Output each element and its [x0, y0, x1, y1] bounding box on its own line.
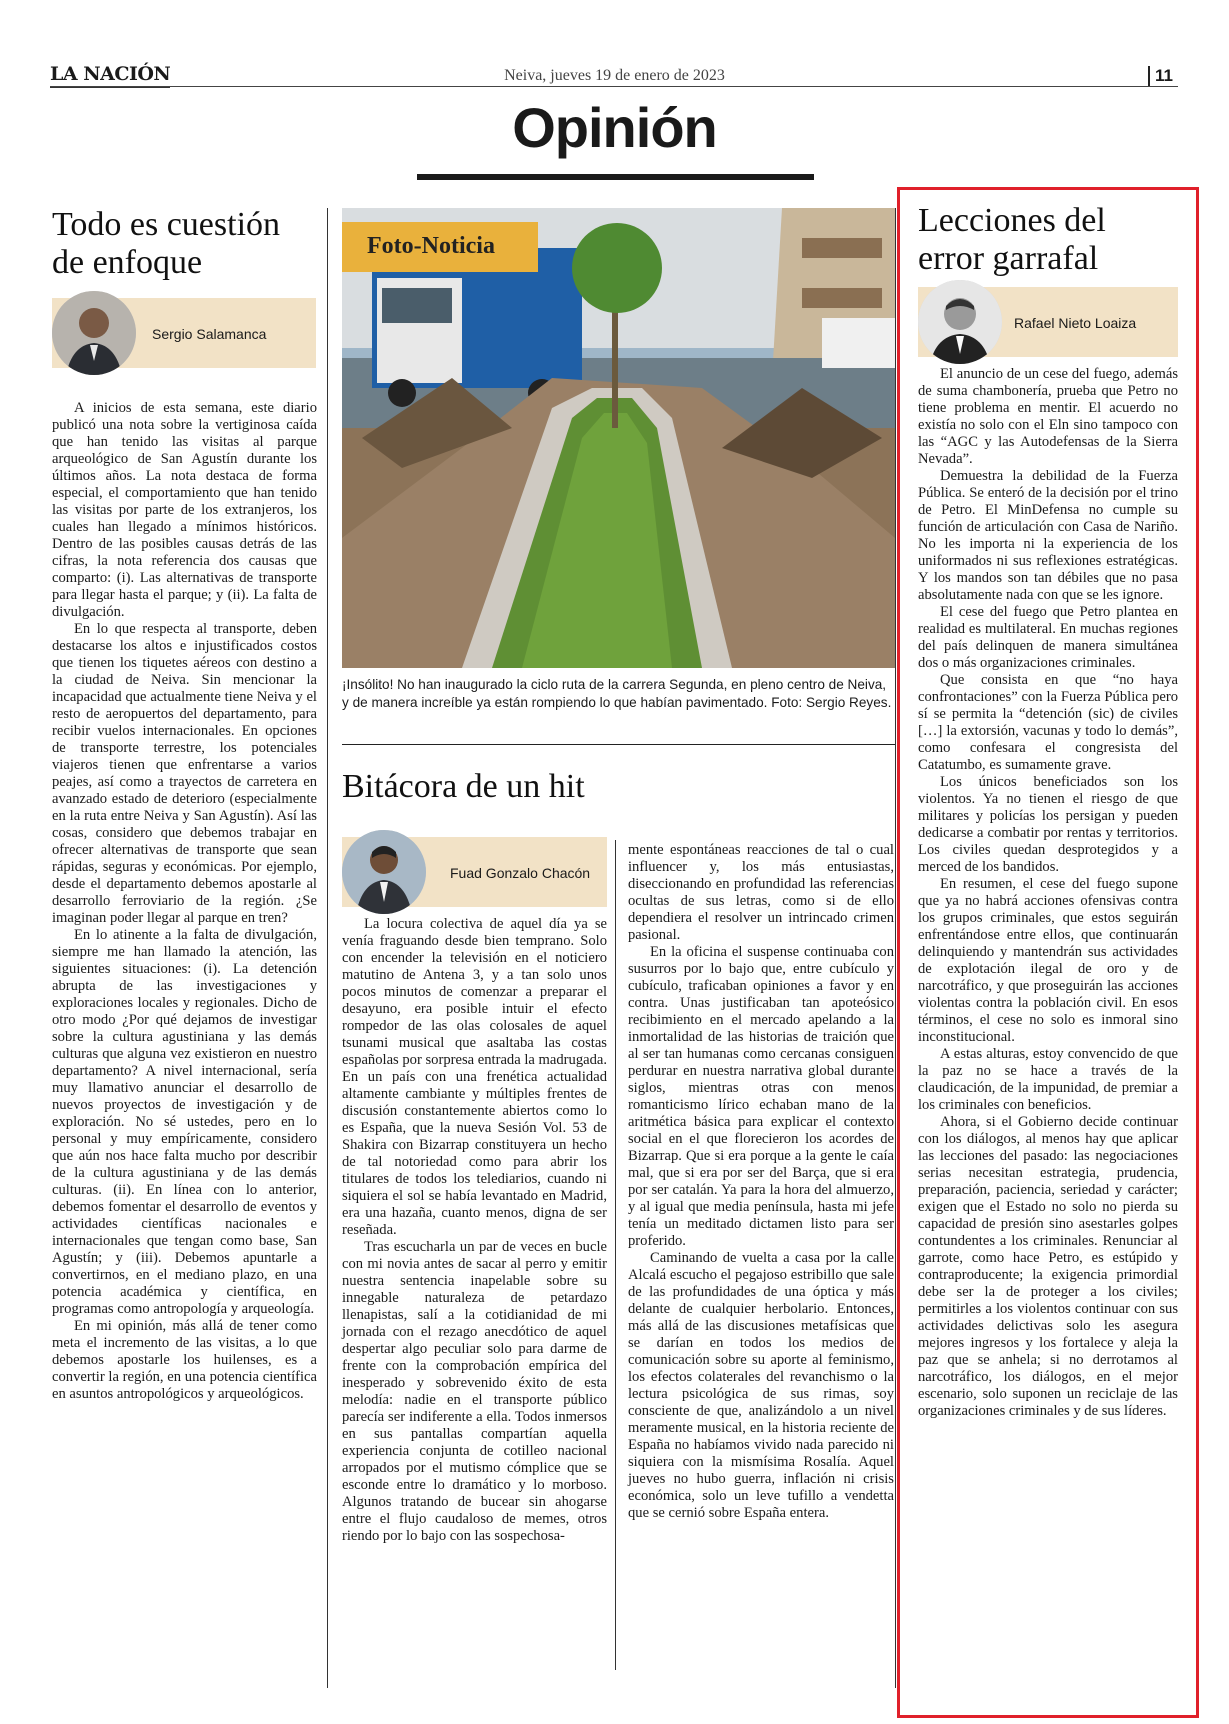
- paragraph: En la oficina el suspense continuaba con susurros por lo bajo que, entre cubículo y cubículo, traficaban opiniones a favor y en contra. Unas justificaban tan apoteósico recibimiento en el mercado apelando a la inmortalidad de las historias de traición que al ser tan humanas como cercanas consiguen perdurar en nuestra narrativa global durante siglos, mientras otras con menos romanticismo lírico echaban mano de la aritmética básica para explicar el contexto social en el que florecieron los acordes de Bizarrap. Que si era porque a la gente le caía mal, que si era por ser del Barça, que si era por ser catalán. Ya para la hora del almuerzo, y al igual que media península, hasta mi jefe tenía un meditado dictamen listo para ser proferido.: [628, 944, 894, 1249]
- paragraph: Los únicos beneficiados son los violentos. Ya no tienen el riesgo de que militares y policías los persigan y pueden dedicarse a combatir por rentas y territorios. Los civiles quedan desprotegidos y a merced de los bandidos.: [918, 774, 1178, 875]
- left-author-box: [52, 298, 316, 368]
- center-article-body-col2: [628, 842, 894, 1522]
- paragraph: Caminando de vuelta a casa por la calle Alcalá escucho el pegajoso estribillo que sale de las profundidades de una óptica y más delante de cualquier herbolario. Entonces, más allá de las discusiones metafísicas que se darían en todos los medios de comunicación sobre su aporte al feminismo, los efectos colaterales del revanchismo o la lectura psicológica de sus rimas, soy consciente de que, analizándolo a un nivel meramente musical, en la historia reciente de España no habíamos vivido nada parecido ni siquiera con la mismísima Rosalía. Aquel jueves no hubo guerra, inflación ni crisis económica, solo un leve tufillo a vendetta que se cernió sobre España entera.: [628, 1250, 894, 1521]
- avatar: [342, 830, 426, 914]
- section-underline: [417, 174, 814, 180]
- left-article-body: [52, 400, 317, 1403]
- paragraph: Ahora, si el Gobierno decide continuar con los diálogos, al menos hay que aplicar las lecciones del pasado: las negociaciones serias necesitan estrategia, prudencia, preparación, paciencia, seriedad y carácter; exigen que el Estado no solo no pierda su capacidad de presión sino asestarles golpes contundentes a los criminales. Renunciar al garrote, como hace Petro, es estúpido y contraproducente; la exigencia primordial debe ser la de proteger a los civiles; permitirles a los violentos continuar con sus actividades delictivas solo les asegura mejores ingresos y los fortalece y aleja la paz que se anhela; si no derrotamos al narcotráfico, los diálogos, en el mejor escenario, solo suponen un reciclaje de las organizaciones criminales y de sus líderes.: [918, 1114, 1178, 1419]
- photo-caption: ¡Insólito! No han inaugurado la ciclo ruta de la carrera Segunda, en pleno centro de Neiva, y de manera increíble ya están rompiendo lo que habían pavimentado. Foto: Sergio Reyes.: [342, 677, 892, 710]
- column-divider-right: [895, 208, 896, 1688]
- header-rule: [50, 86, 1178, 87]
- center-author-box: [342, 837, 607, 907]
- column-divider-center: [615, 840, 616, 1670]
- left-article-headline: Todo es cuestión de enfoque: [52, 206, 281, 281]
- author-name: Rafael Nieto Loaiza: [1014, 315, 1137, 331]
- issue-date: Neiva, jueves 19 de enero de 2023: [504, 67, 725, 84]
- right-article-body: [918, 366, 1178, 1420]
- center-article-body-col1: [342, 916, 607, 1545]
- avatar: [918, 280, 1002, 364]
- author-name: Fuad Gonzalo Chacón: [450, 865, 591, 881]
- paragraph: A inicios de esta semana, este diario publicó una nota sobre la vertiginosa caída que han tenido las visitas al parque arqueológico de San Agustín durante los últimos años. La nota destaca de forma especial, el comportamiento que han tenido las visitas por parte de los extranjeros, los cuales han llegado a mínimos históricos. Dentro de las posibles causas detrás de las cifras, la nota referencia dos causas que comparto: (i). Las alternativas de transporte para llegar hasta el parque; y (ii). La falta de divulgación.: [52, 400, 317, 620]
- paragraph: En resumen, el cese del fuego supone que ya no habrá acciones ofensivas contra los grupos criminales, que estos seguirán enfrentándose entre ellos, que continuarán delinquiendo y mantendrán sus actividades de explotación ilegal de oro y de narcotráfico, y que proseguirán las acciones violentas contra la población civil. En esos términos, el cese no solo es inmoral sino inconstitucional.: [918, 876, 1178, 1045]
- author-name: Sergio Salamanca: [152, 326, 267, 342]
- photo-news-tag: Foto-Noticia: [342, 222, 538, 272]
- news-photo: [342, 208, 895, 668]
- section-title: Opinión: [512, 96, 717, 159]
- caption-divider: [342, 744, 895, 745]
- paragraph: La locura colectiva de aquel día ya se venía fraguando desde bien temprano. Solo con encender la televisión en el noticiero matutino de Antena 3, y a tan solo unos pocos minutos de comenzar a preparar el desayuno, era posible intuir el efecto rompedor de las olas colosales de aquel tsunami musical que asaltaba las costas españolas por sorpresa entrada la madrugada. En un país con una frenética actualidad altamente cambiante y múltiples frentes de discusión constantemente abiertos como lo es España, que la nueva Sesión Vol. 53 de Shakira con Bizarrap constituyera un hecho de tal notoriedad como para abrir los titulares de todos los telediarios, cuando ni siquiera el sol se había levantado en Madrid, era una hazaña, cuanto menos, digna de ser reseñada.: [342, 916, 608, 1238]
- paragraph: En lo que respecta al transporte, deben destacarse los altos e injustificados costos que tienen los tiquetes aéreos con destino a la ciudad de Neiva. Sin mencionar la incapacidad que actualmente tiene Neiva y el resto de aeropuertos del departamento, para recibir vuelos internacionales. En opciones de transporte terrestre, los potenciales viajeros tienen que enfrentarse a varios peajes, así como a trayectos de carretera en avanzado estado de deterioro (especialmente en la ruta entre Neiva y San Agustín). Así las cosas, considero que debemos trabajar en ofrecer alternativas de transporte que sean rápidas, seguras y económicas. Por ejemplo, desde el departamento debemos apostarle al desarrollo ferroviario de la región. ¿Se imaginan poder llegar al parque en tren?: [52, 621, 317, 926]
- paragraph: Que consista en que “no haya confrontaciones” con la Fuerza Pública pero sí se permita la “detención (sic) de civiles […] la extorsión, vacunas y todo lo demás”, como confesara el congresista del Catatumbo, es sumamente grave.: [918, 672, 1178, 773]
- paragraph: Tras escucharla un par de veces en bucle con mi novia antes de sacar al perro y emitir nuestra sentencia inapelable sobre su innegable naturaleza de petardazo llenapistas, salí a la cotidianidad de mi jornada con el rezago anecdótico de aquel despertar algo peculiar solo para darme de frente con la comprobación empírica del inesperado y sobrevenido éxito de esta melodía: nadie en el transporte público parecía ser indiferente a ella. Todos inmersos en sus pantallas compartían aquella experiencia conjunta de cotilleo nacional arropados por el mutismo cómplice que se esconde entre lo dramático y lo morboso. Algunos tratando de bucear sin ahogarse entre el flujo caudaloso de memes, otros riendo por lo bajo con las sospechosa-: [342, 1239, 607, 1544]
- right-author-box: [918, 287, 1178, 357]
- paragraph: mente espontáneas reacciones de tal o cual influencer y, los más entusiastas, diseccionando en profundidad las referencias ocultas de sus letras, como si de ello dependiera el resolver un intrincado crimen pasional.: [628, 842, 894, 943]
- avatar: [52, 291, 136, 375]
- paragraph: Demuestra la debilidad de la Fuerza Pública. Se enteró de la decisión por el trino de Petro. El MinDefensa no cumple su función de articulación con Casa de Nariño. No les importa ni la experiencia de los uniformados ni sus reflexiones estratégicas. Y los mandos son tan débiles que no pasa absolutamente nada con que se les ignore.: [918, 468, 1178, 603]
- page-number: 11: [1148, 66, 1173, 86]
- right-article-headline: Lecciones del error garrafal: [918, 202, 1106, 277]
- paragraph: A estas alturas, estoy convencido de que la paz no se hace a través de la claudicación, de la impunidad, de premiar a los criminales con beneficios.: [918, 1046, 1178, 1113]
- paragraph: En mi opinión, más allá de tener como meta el incremento de las visitas, a lo que debemos apostarle los huilenses, es a convertir la región, en una potencia científica en asuntos antropológicos y arqueológicos.: [52, 1318, 317, 1402]
- paragraph: El cese del fuego que Petro plantea en realidad es multilateral. En muchas regiones del país delinquen de manera simultánea dos o más organizaciones criminales.: [918, 604, 1178, 671]
- newspaper-logo: LA NACIÓN: [50, 63, 171, 85]
- center-article-headline: Bitácora de un hit: [342, 768, 585, 805]
- paragraph: En lo atinente a la falta de divulgación, siempre me han llamado la atención, las siguientes situaciones: (i). La detención abrupta de las investigaciones y exploraciones locales y regionales. Dicho de otro modo ¿Por qué dejamos de investigar sobre la cultura agustiniana y las demás culturas que alguna vez existieron en nuestro departamento? A nivel internacional, sería muy llamativo anunciar el desarrollo de nuevos proyectos de investigación y de exploración. No sé ustedes, pero en lo personal y muy empíricamente, considero que aún nos hace falta mucho por describir de la cultura agustiniana y de las demás culturas. (ii). En línea con lo anterior, debemos fomentar el desarrollo de eventos y actividades científicas nacionales e internacionales que tengan como base, San Agustín; y (iii). Debemos apuntarle a convertirnos, en el mediano plazo, en una potencia académica y científica, en programas como antropología y arqueología.: [52, 927, 317, 1317]
- paragraph: El anuncio de un cese del fuego, además de suma chambonería, prueba que Petro no tiene problema en mentir. El acuerdo no existía no solo con el Eln sino tampoco con las “AGC y las Autodefensas de la Sierra Nevada”.: [918, 366, 1178, 467]
- column-divider-left: [327, 208, 328, 1688]
